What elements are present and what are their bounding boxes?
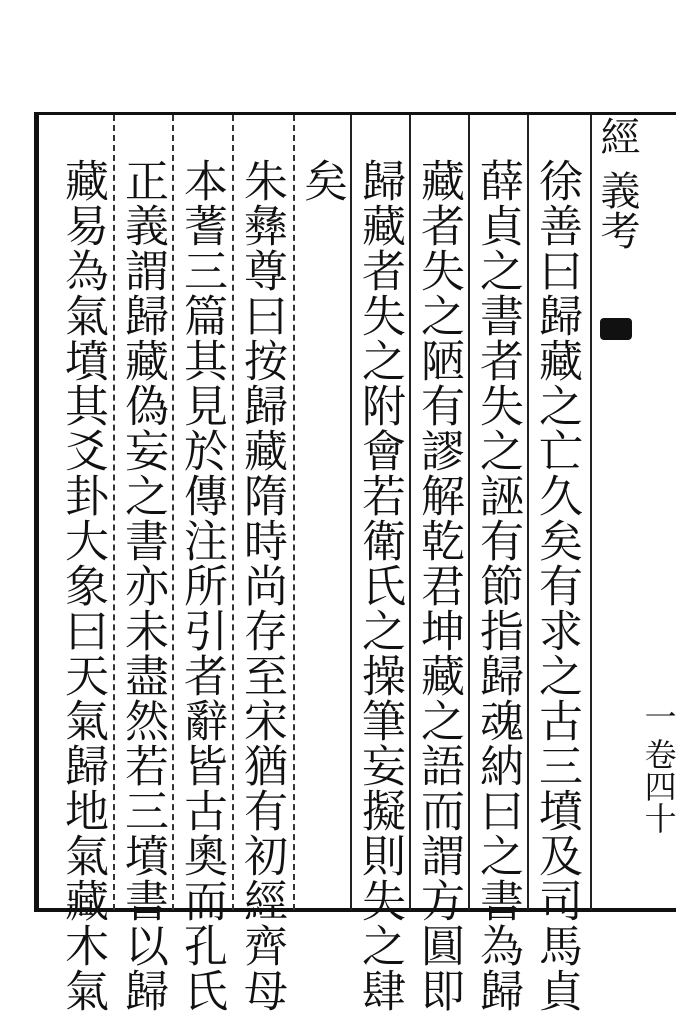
text-column: 朱彝尊曰按歸藏隋時尚存至宋猶有初經齊母	[236, 158, 287, 1013]
column-rule	[527, 115, 529, 910]
book-subtitle: 義考	[594, 170, 640, 250]
column-rule	[113, 115, 115, 910]
column-rule	[468, 115, 470, 910]
column-rule	[409, 115, 411, 910]
column-rule	[293, 115, 295, 910]
ink-blot	[600, 318, 632, 340]
column-rule	[350, 115, 352, 910]
text-column: 正義謂歸藏偽妄之書亦未盡然若三墳書以歸	[117, 158, 168, 1013]
column-rule	[590, 115, 592, 910]
text-column: 歸藏者失之附會若衛氏之操筆妄擬則失之肆	[354, 158, 405, 1013]
column-rule	[172, 115, 174, 910]
column-rule	[232, 115, 234, 910]
text-column: 矣	[296, 158, 347, 203]
text-column: 薛貞之書者失之誣有節指歸魂納曰之書為歸	[472, 158, 523, 1013]
text-column: 藏者失之陋有謬解乾君坤藏之語而謂方圓即	[413, 158, 464, 1013]
text-column: 本蓍三篇其見於傳注所引者辭皆古奧而孔氏	[176, 158, 227, 1013]
book-title: 經	[594, 116, 640, 156]
volume-label: 卷四十	[639, 738, 678, 834]
text-column: 徐善曰歸藏之亡久矣有求之古三墳及司馬貞	[531, 158, 582, 1013]
leaf-number: 一	[639, 700, 678, 732]
text-column: 藏易為氣墳其爻卦大象曰天氣歸地氣藏木氣	[57, 158, 108, 1013]
